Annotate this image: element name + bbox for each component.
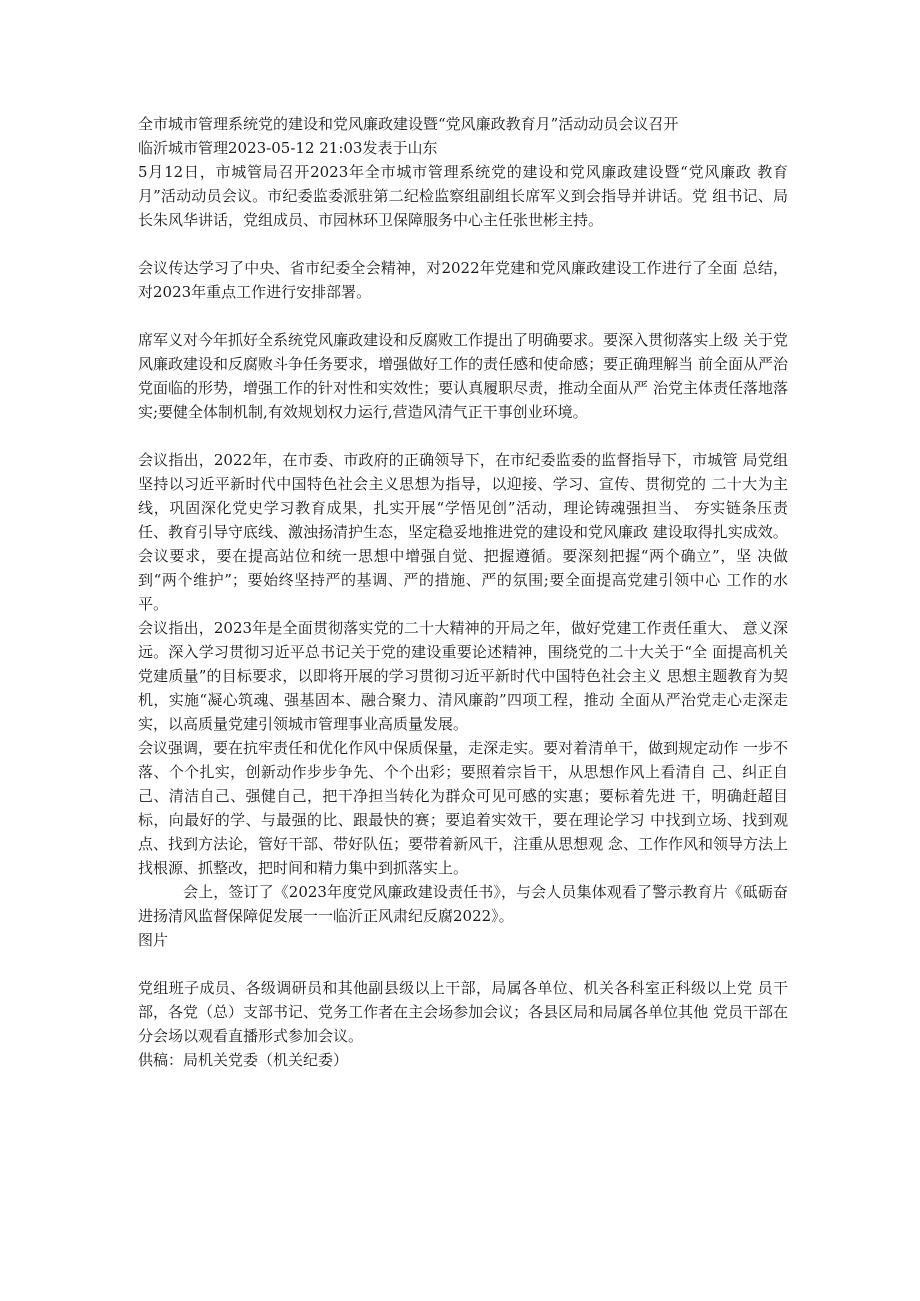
- paragraph-summary: 会议传达学习了中央、省市纪委全会精神，对2022年党建和党风廉政建设工作进行了全面 总结，对2023年重点工作进行安排部署。: [138, 259, 788, 301]
- article-title: 全市城市管理系统党的建设和党风廉政建设暨“党风廉政教育月”活动动员会议召开: [138, 115, 679, 133]
- paragraph-outlook: 会议指出，2023年是全面贯彻落实党的二十大精神的开局之年，做好党建工作责任重大、 意义深远。深入学习贯彻习近平总书记关于党的建设重要论述精神，围绕党的二十大关于“全 面提高机关党建质量”的目标要求，以即将开展的学习贯彻习近平新时代中国特色社会主义 思想主题教育为契机，实施“凝心筑魂、强基固本、融合聚力、清风廉韵”四项工程，推动 全面从严治党走心走深走实，以高质量党建引领城市管理事业高质量发展。: [138, 619, 788, 733]
- article-byline: 临沂城市管理2023-05-12 21:03发表于山东: [138, 139, 438, 157]
- paragraph-gap: [138, 304, 788, 328]
- article: [138, 112, 788, 1072]
- article-source: 供稿：局机关党委（机关纪委）: [138, 1051, 349, 1069]
- image-placeholder-label: 图片: [138, 931, 169, 949]
- paragraph-emphasis: 会议强调，要在抗牢责任和优化作风中保质保量，走深走实。要对着清单干，做到规定动作 一步不落、个个扎实，创新动作步步争先、个个出彩；要照着宗旨干，从思想作风上看清自 己、纠正自己、清洁自己、强健自己，把干净担当转化为群众可见可感的实惠；要标着先进 干，明确赶超目标，向最好的学、与最强的比、跟最快的赛；要追着实效干，要在理论学习 中找到立场、找到观点、找到方法论，管好干部、带好队伍；要带着新风干，注重从思想观 念、工作作风和领导方法上找根源、抓整改，把时间和精力集中到抓落实上。: [138, 739, 788, 877]
- paragraph-gap: [138, 952, 788, 976]
- paragraph-signing: 会上，签订了《2023年度党风廉政建设责任书》，与会人员集体观看了警示教育片《砥砺奋进扬清风监督保障促发展一一临沂正风肃纪反腐2022》。: [138, 883, 788, 925]
- paragraph-attendees: 党组班子成员、各级调研员和其他副县级以上干部，局属各单位、机关各科室正科级以上党 员干部，各党（总）支部书记、党务工作者在主会场参加会议；各县区局和局属各单位其他 党员干部在分会场以观看直播形式参加会议。: [138, 979, 788, 1045]
- paragraph-gap: [138, 424, 788, 448]
- paragraph-demands: 会议要求，要在提高站位和统一思想中增强自觉、把握遵循。要深刻把握“两个确立”，坚 决做到“两个维护”；要始终坚持严的基调、严的措施、严的氛围;要全面提高党建引领中心 工作的水平。: [138, 547, 788, 613]
- paragraph-gap: [138, 232, 788, 256]
- paragraph-requirements: 席军义对今年抓好全系统党风廉政建设和反腐败工作提出了明确要求。要深入贯彻落实上级 关于党风廉政建设和反腐败斗争任务要求，增强做好工作的责任感和使命感；要正确理解当 前全面从严治党面临的形势，增强工作的针对性和实效性；要认真履职尽责，推动全面从严 治党主体责任落地落实;要健全体制机制,有效规划权力运行,营造风清气正干事创业环境。: [138, 331, 788, 421]
- paragraph-opening: 5月12日，市城管局召开2023年全市城市管理系统党的建设和党风廉政建设暨“党风廉政 教育月”活动动员会议。市纪委监委派驻第二纪检监察组副组长席军义到会指导并讲话。党 组书记、局长朱风华讲话，党组成员、市园林环卫保障服务中心主任张世彬主持。: [138, 163, 788, 229]
- paragraph-review: 会议指出，2022年，在市委、市政府的正确领导下，在市纪委监委的监督指导下，市城管 局党组坚持以习近平新时代中国特色社会主义思想为指导，以迎接、学习、宣传、贯彻党的 二十大为主线，巩固深化党史学习教育成果，扎实开展“学悟见创”活动，理论铸魂强担当、 夯实链条压责任、教育引导守底线、激浊扬清护生态，坚定稳妥地推进党的建设和党风廉政 建设取得扎实成效。: [138, 451, 788, 541]
